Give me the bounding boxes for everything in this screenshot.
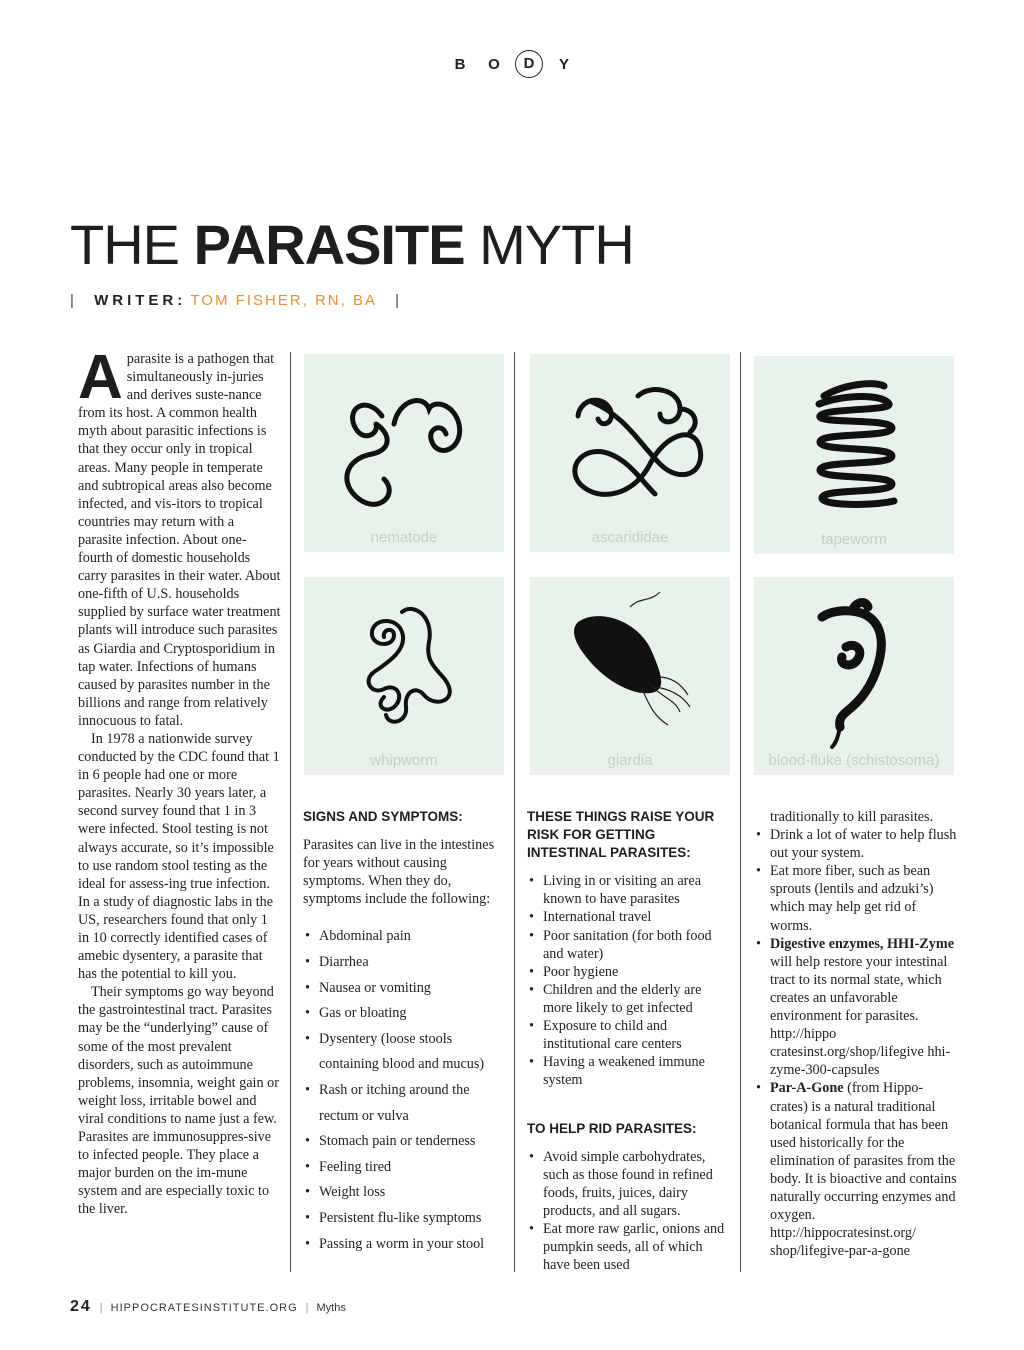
blood-fluke-illustration [754, 577, 954, 775]
masthead-letter-circled: D [515, 50, 543, 78]
image-caption: blood-fluke (schistosoma) [768, 752, 940, 769]
enzyme-product-name: Digestive enzymes, HHI-Zyme [770, 935, 955, 952]
list-item: • Abdominal pain [303, 924, 508, 950]
footer-site: HIPPOCRATESINSTITUTE.ORG [110, 1302, 298, 1314]
list-item: • Persistent flu-like symptoms [303, 1206, 508, 1232]
signs-column [303, 808, 508, 1257]
par-a-gone-product-text: (from Hippo-crates) is a natural traditional botanical formula that has been used historically for the elimination of parasites from the body. It is bioactive and contains naturally occurring enzymes and oxygen. http://hippocratesinst.org/ shop/lifegive-par-a-gone [770, 1080, 957, 1260]
image-caption: ascarididae [591, 529, 669, 546]
enzyme-product-text: will help restore your intestinal tract to its normal state, which creates an unfavorable environment for parasites. http://hippo cratesinst.org/shop/lifegive hhi-zyme-300-capsules [770, 953, 951, 1079]
image-caption: tapeworm [821, 531, 887, 548]
list-item: • Drink a lot of water to help flush out your system. [754, 826, 958, 862]
byline [70, 292, 399, 309]
drop-cap: A [78, 343, 123, 412]
signs-intro: Parasites can live in the intestines for years without causing symptoms. When they do, symptoms include the following: [303, 837, 495, 908]
list-item: • Feeling tired [303, 1155, 508, 1181]
footer-section: Myths [316, 1302, 346, 1314]
page-footer: 24 | HIPPOCRATESINSTITUTE.ORG | Myths [70, 1298, 346, 1315]
list-item: • Eat more fiber, such as bean sprouts (lentils and adzuki’s) which may help get rid of worms. [754, 862, 958, 934]
risk-list [527, 872, 732, 1089]
tapeworm-illustration [754, 356, 954, 554]
list-item: • Rash or itching around the rectum or vulva [303, 1078, 508, 1129]
help-heading: TO HELP RID PARASITES: [527, 1121, 697, 1137]
masthead [0, 50, 1024, 78]
byline-bar: | [395, 292, 400, 309]
list-item: • Eat more raw garlic, onions and pumpkin seeds, all of which have been used [527, 1220, 732, 1274]
whipworm-image [304, 577, 504, 775]
list-item: • Children and the elderly are more likely to get infected [527, 981, 732, 1017]
image-caption: giardia [607, 752, 653, 769]
list-item: • Poor sanitation (for both food and water) [527, 927, 732, 963]
column-divider [514, 352, 515, 1272]
masthead-letter: O [488, 55, 500, 73]
article-title: THE PARASITE MYTH [70, 213, 634, 276]
help-continued-column [754, 808, 958, 1260]
column-divider [290, 352, 291, 1272]
list-item: • Poor hygiene [527, 963, 732, 981]
intro-paragraph: parasite is a pathogen that simultaneously in-juries and derives suste-nance from its host. A common health myth about parasitic infections is that they occur only in tropical areas. Many people in temperate and subtropical areas also become infected, and vis-itors to tropical countries may return with a parasite infection. About one-fourth of domestic households carry parasites in their water. About one-fifth of U.S. households supplied by surface water treatment plants will introduce such parasites as Giardia and Cryptosporidium in tap water. Infections of humans caused by parasites number in the billions and range from relatively innocuous to fatal. [78, 351, 281, 729]
intro-column [78, 343, 281, 1219]
list-item: • Dysentery (loose stools containing blood and mucus) [303, 1027, 508, 1078]
risk-column [527, 808, 732, 1274]
image-caption: nematode [370, 529, 438, 546]
list-item: • Weight loss [303, 1180, 508, 1206]
intro-paragraph: In 1978 a nationwide survey conducted by the CDC found that 1 in 6 people had one or more parasites. Nearly 30 years later, a second survey found that 1 in 3 were infected. Stool testing is not always accurate, so it’s impossible to use random stool testing as the ideal for assess-ing true infection. In a study of diagnostic labs in the US, researchers found that only 1 in 10 correctly identified cases of amebic dysentery, a parasite that has the potential to kill you. [78, 730, 280, 983]
help-list-continued [754, 826, 958, 1260]
blood-fluke-image [754, 577, 954, 775]
column-divider [740, 352, 741, 1272]
list-item: • Exposure to child and institutional care centers [527, 1017, 732, 1053]
giardia-image [530, 577, 730, 775]
help-list [527, 1148, 732, 1275]
page-number: 24 [70, 1298, 92, 1315]
list-item: • Diarrhea [303, 950, 508, 976]
byline-bar: | [70, 292, 74, 309]
list-item: • Nausea or vomiting [303, 976, 508, 1002]
whipworm-illustration [304, 577, 504, 775]
tapeworm-image [754, 356, 954, 554]
nematode-image [304, 354, 504, 552]
risk-heading: THESE THINGS RAISE YOUR RISK FOR GETTING INTESTINAL PARASITES: [527, 809, 715, 861]
intro-paragraph: Their symptoms go way beyond the gastrointestinal tract. Parasites may be the “underlying” cause of some of the most prevalent disorders, such as autoimmune problems, insomnia, weight gain or weight loss, irritable bowel and viral conditions to name just a few. Parasites are immunosuppres-sive to infected people. They place a major burden on the im-mune system and are especially toxic to the liver. [78, 984, 279, 1218]
help-continued-text: traditionally to kill parasites. [770, 809, 934, 825]
list-item: • Avoid simple carbohydrates, such as those found in refined foods, fruits, juices, dairy products, and all sugars. [527, 1148, 732, 1220]
ascarididae-illustration [530, 354, 730, 552]
ascarididae-image [530, 354, 730, 552]
list-item [754, 935, 958, 1080]
masthead-letter: Y [558, 55, 569, 73]
list-item: • Passing a worm in your stool [303, 1232, 508, 1258]
nematode-illustration [304, 354, 504, 552]
list-item: • Having a weakened immune system [527, 1053, 732, 1089]
author-name: TOM FISHER, RN, BA [190, 292, 377, 309]
list-item: • Living in or visiting an area known to have parasites [527, 872, 732, 908]
list-item [754, 1079, 958, 1260]
giardia-illustration [530, 577, 730, 775]
masthead-letter: B [454, 55, 466, 73]
image-caption: whipworm [370, 752, 438, 769]
signs-heading: SIGNS AND SYMPTOMS: [303, 809, 463, 824]
par-a-gone-product-name: Par-A-Gone [770, 1080, 844, 1097]
list-item: • Stomach pain or tenderness [303, 1129, 508, 1155]
list-item: • International travel [527, 908, 732, 926]
symptom-list [303, 924, 508, 1257]
list-item: • Gas or bloating [303, 1001, 508, 1027]
byline-label: WRITER: [94, 292, 187, 309]
